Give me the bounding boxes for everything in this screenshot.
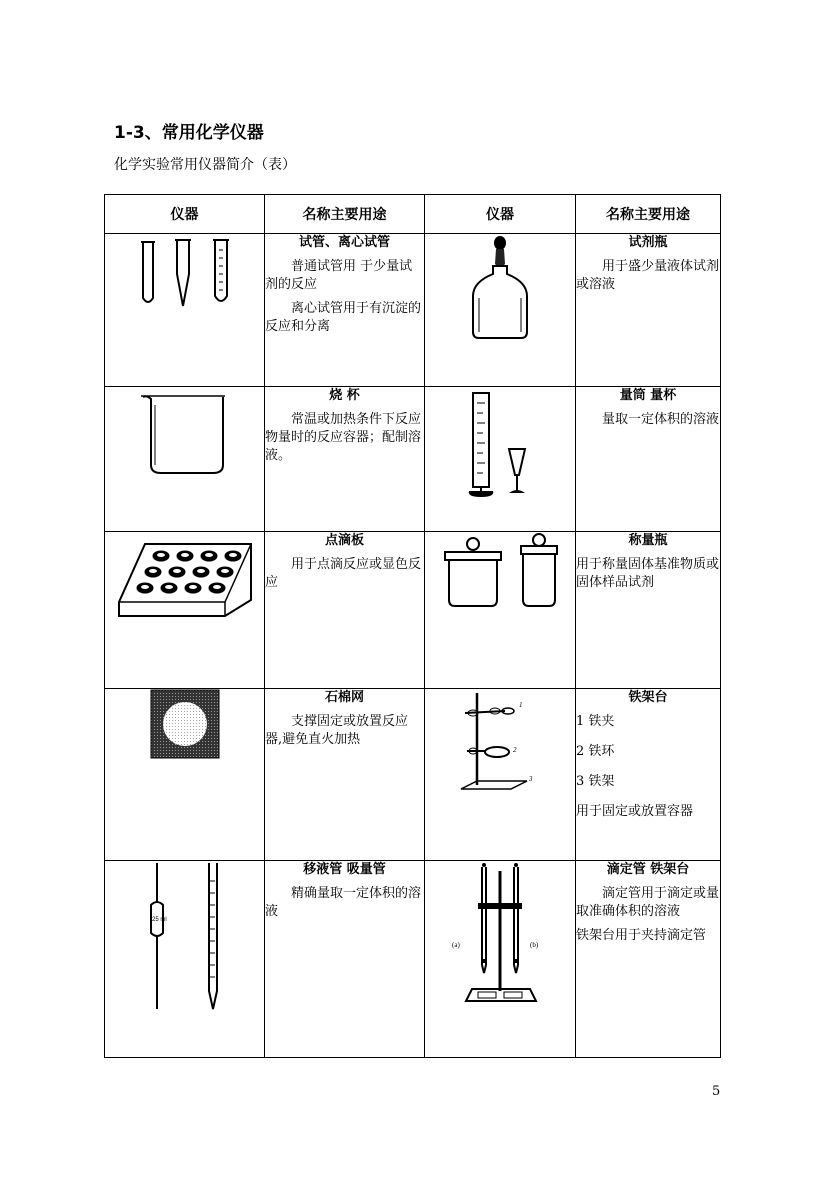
table-row bbox=[105, 689, 721, 861]
reagent-bottle-icon bbox=[465, 234, 535, 344]
pipettes-figure bbox=[105, 861, 265, 1058]
stand-label-1: 1 bbox=[519, 701, 523, 709]
instrument-usage: 常温或加热条件下反应物量时的反应容器；配制溶液。 bbox=[265, 412, 422, 463]
test-tube-desc-cell bbox=[265, 234, 425, 387]
spot-plate-icon bbox=[115, 532, 255, 618]
table-header-row bbox=[105, 195, 721, 234]
instrument-name: 试管、离心试管 bbox=[298, 235, 390, 250]
reagent-bottle-figure bbox=[425, 234, 576, 387]
table-row bbox=[105, 387, 721, 532]
graduated-cylinder-icon bbox=[465, 387, 535, 502]
table-row bbox=[105, 861, 721, 1058]
burette-label-a: (a) bbox=[452, 941, 460, 949]
test-tubes-figure bbox=[105, 234, 265, 387]
burette-desc-cell bbox=[576, 861, 721, 1058]
page-number: 5 bbox=[712, 1084, 721, 1099]
weighing-bottle-icon bbox=[435, 532, 565, 612]
stand-part-1: 1 铁夹 bbox=[576, 714, 615, 729]
stand-label-2: 2 bbox=[513, 746, 517, 754]
burette-stand-figure bbox=[425, 861, 576, 1058]
header-name-left: 名称主要用途 bbox=[265, 195, 425, 234]
table-row bbox=[105, 234, 721, 387]
asbestos-gauze-figure bbox=[105, 689, 265, 861]
stand-part-3: 3 铁架 bbox=[576, 774, 615, 789]
weighing-bottle-desc-cell bbox=[576, 532, 721, 689]
stand-label-3: 3 bbox=[529, 775, 533, 783]
section-title: 1-3、常用化学仪器 bbox=[114, 123, 264, 143]
test-tubes-icon bbox=[135, 234, 235, 314]
instrument-usage: 普通试管用 于少量试剂的反应 bbox=[265, 259, 413, 292]
instrument-usage: 量取一定体积的溶液 bbox=[602, 412, 720, 427]
iron-stand-icon bbox=[455, 689, 545, 801]
gauze-desc-cell bbox=[265, 689, 425, 861]
pipette-volume-label: 25 ml bbox=[151, 917, 167, 923]
instrument-usage: 滴定管用于滴定或量取准确体积的溶液 bbox=[576, 886, 720, 919]
weighing-bottle-figure bbox=[425, 532, 576, 689]
header-instrument-right: 仪器 bbox=[425, 195, 576, 234]
instrument-name: 滴定管 铁架台 bbox=[606, 862, 690, 877]
instrument-usage: 离心试管用于有沉淀的反应和分离 bbox=[265, 301, 422, 334]
instrument-name: 试剂瓶 bbox=[628, 235, 668, 250]
instrument-name: 称量瓶 bbox=[628, 533, 668, 548]
beaker-desc-cell bbox=[265, 387, 425, 532]
pipette-desc-cell bbox=[265, 861, 425, 1058]
instrument-usage: 用于点滴反应或显色反应 bbox=[265, 557, 422, 590]
instrument-name: 移液管 吸量管 bbox=[303, 862, 386, 877]
header-instrument-left: 仪器 bbox=[105, 195, 265, 234]
header-name-right: 名称主要用途 bbox=[576, 195, 721, 234]
instrument-name: 烧 杯 bbox=[329, 388, 360, 403]
spot-plate-figure bbox=[105, 532, 265, 689]
burette-label-b: (b) bbox=[530, 941, 539, 949]
instrument-name: 量筒 量杯 bbox=[619, 388, 677, 403]
instrument-usage: 精确量取一定体积的溶液 bbox=[265, 886, 422, 919]
iron-stand-desc-cell bbox=[576, 689, 721, 861]
burette-stand-icon bbox=[450, 861, 550, 1013]
pipettes-icon bbox=[135, 861, 235, 1013]
table-row bbox=[105, 532, 721, 689]
iron-stand-figure bbox=[425, 689, 576, 861]
instrument-usage: 支撑固定或放置反应器,避免直火加热 bbox=[265, 714, 409, 747]
instrument-name: 点滴板 bbox=[324, 533, 364, 548]
asbestos-gauze-icon bbox=[150, 689, 220, 759]
beaker-figure bbox=[105, 387, 265, 532]
instrument-name: 石棉网 bbox=[324, 690, 364, 705]
instrument-usage: 用于盛少量液体试剂或溶液 bbox=[576, 259, 720, 292]
reagent-bottle-desc-cell bbox=[576, 234, 721, 387]
instrument-usage: 用于固定或放置容器 bbox=[576, 804, 694, 819]
instrument-name: 铁架台 bbox=[628, 690, 668, 705]
spot-plate-desc-cell bbox=[265, 532, 425, 689]
instrument-table bbox=[104, 194, 721, 1058]
table-caption: 化学实验常用仪器简介（表） bbox=[114, 157, 296, 173]
instrument-usage: 用于称量固体基准物质或固体样品试剂 bbox=[576, 557, 720, 590]
instrument-usage: 铁架台用于夹持滴定管 bbox=[576, 928, 707, 943]
stand-part-2: 2 铁环 bbox=[576, 744, 615, 759]
beaker-icon bbox=[135, 387, 235, 477]
graduated-cylinder-figure bbox=[425, 387, 576, 532]
cylinder-desc-cell bbox=[576, 387, 721, 532]
